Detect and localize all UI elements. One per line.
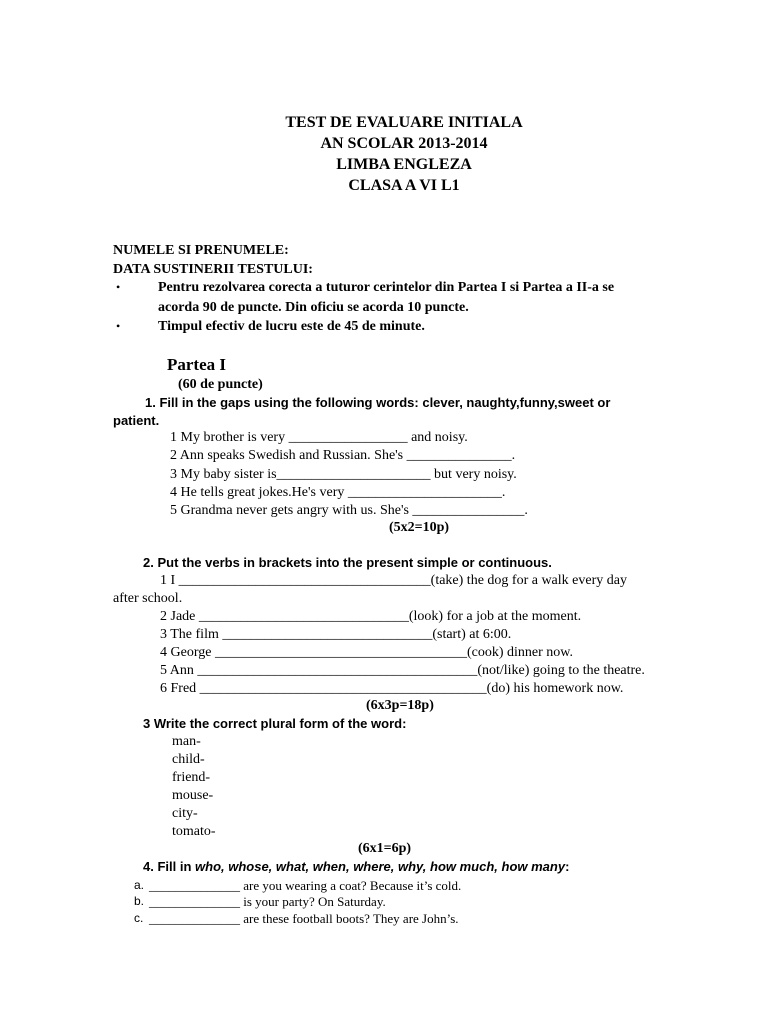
ex1-heading-cont: patient. bbox=[113, 413, 160, 428]
ex2-item: 3 The film ______________________________(start) at 6:00. bbox=[160, 627, 512, 642]
ex1-score: (5x2=10p) bbox=[389, 520, 450, 535]
test-title: TEST DE EVALUARE INITIALA bbox=[285, 114, 523, 131]
ex3-heading: 3 Write the correct plural form of the word: bbox=[143, 716, 407, 731]
ex1-item: 2 Ann speaks Swedish and Russian. She's _______________. bbox=[170, 448, 516, 463]
ex4-heading-prefix: 4. Fill in bbox=[143, 859, 196, 874]
bullet-marker: • bbox=[116, 280, 121, 294]
ex2-item: 2 Jade ______________________________(look) for a job at the moment. bbox=[160, 609, 582, 624]
ex2-heading: 2. Put the verbs in brackets into the present simple or continuous. bbox=[143, 555, 552, 570]
ex1-item: 3 My baby sister is______________________ but very noisy. bbox=[170, 467, 517, 482]
ex4-item-marker: c. bbox=[134, 911, 144, 925]
ex4-item-marker: b. bbox=[134, 894, 145, 908]
plural-word: child- bbox=[172, 752, 205, 767]
ex4-item: ______________ is your party? On Saturday. bbox=[149, 894, 386, 909]
instruction-scoring-line2: acorda 90 de puncte. Din oficiu se acorda 10 puncte. bbox=[158, 300, 469, 315]
ex4-item-marker: a. bbox=[134, 878, 145, 892]
ex2-item-cont: after school. bbox=[113, 591, 183, 606]
ex2-item: 5 Ann ________________________________________(not/like) going to the theatre. bbox=[160, 663, 645, 678]
part1-points: (60 de puncte) bbox=[178, 377, 263, 392]
ex4-heading bbox=[143, 858, 569, 875]
ex2-score: (6x3p=18p) bbox=[366, 698, 434, 713]
ex4-item: ______________ are these football boots? They are John’s. bbox=[149, 911, 459, 926]
student-name-label: NUMELE SI PRENUMELE: bbox=[113, 243, 289, 258]
bullet-marker: • bbox=[116, 319, 121, 333]
instruction-time: Timpul efectiv de lucru este de 45 de minute. bbox=[158, 319, 425, 334]
ex1-item: 1 My brother is very _________________ and noisy. bbox=[170, 430, 468, 445]
ex4-item: ______________ are you wearing a coat? Because it’s cold. bbox=[149, 878, 462, 893]
plural-word: man- bbox=[172, 734, 201, 749]
ex2-item: 4 George ____________________________________(cook) dinner now. bbox=[160, 645, 573, 660]
ex4-heading-suffix: : bbox=[565, 859, 570, 874]
ex1-item: 4 He tells great jokes.He's very ______________________. bbox=[170, 485, 506, 500]
ex1-item: 5 Grandma never gets angry with us. She's ________________. bbox=[170, 503, 528, 518]
part1-title: Partea I bbox=[167, 355, 227, 374]
plural-word: city- bbox=[172, 806, 198, 821]
test-date-label: DATA SUSTINERII TESTULUI: bbox=[113, 262, 313, 277]
school-year: AN SCOLAR 2013-2014 bbox=[320, 135, 488, 152]
instruction-scoring-line1: Pentru rezolvarea corecta a tuturor cerintelor din Partea I si Partea a II-a se bbox=[158, 280, 615, 295]
plural-word: friend- bbox=[172, 770, 211, 785]
class-title: CLASA A VI L1 bbox=[348, 177, 460, 194]
ex4-heading-words: who, whose, what, when, where, why, how much, how many bbox=[195, 859, 566, 874]
plural-word: mouse- bbox=[172, 788, 214, 803]
ex2-item: 1 I ____________________________________(take) the dog for a walk every day bbox=[160, 573, 627, 588]
plural-word: tomato- bbox=[172, 824, 216, 839]
ex2-item: 6 Fred _________________________________________(do) his homework now. bbox=[160, 681, 624, 696]
ex3-score: (6x1=6p) bbox=[358, 841, 412, 856]
subject-title: LIMBA ENGLEZA bbox=[336, 156, 472, 173]
ex1-heading: 1. Fill in the gaps using the following words: clever, naughty,funny,sweet or bbox=[145, 395, 611, 410]
